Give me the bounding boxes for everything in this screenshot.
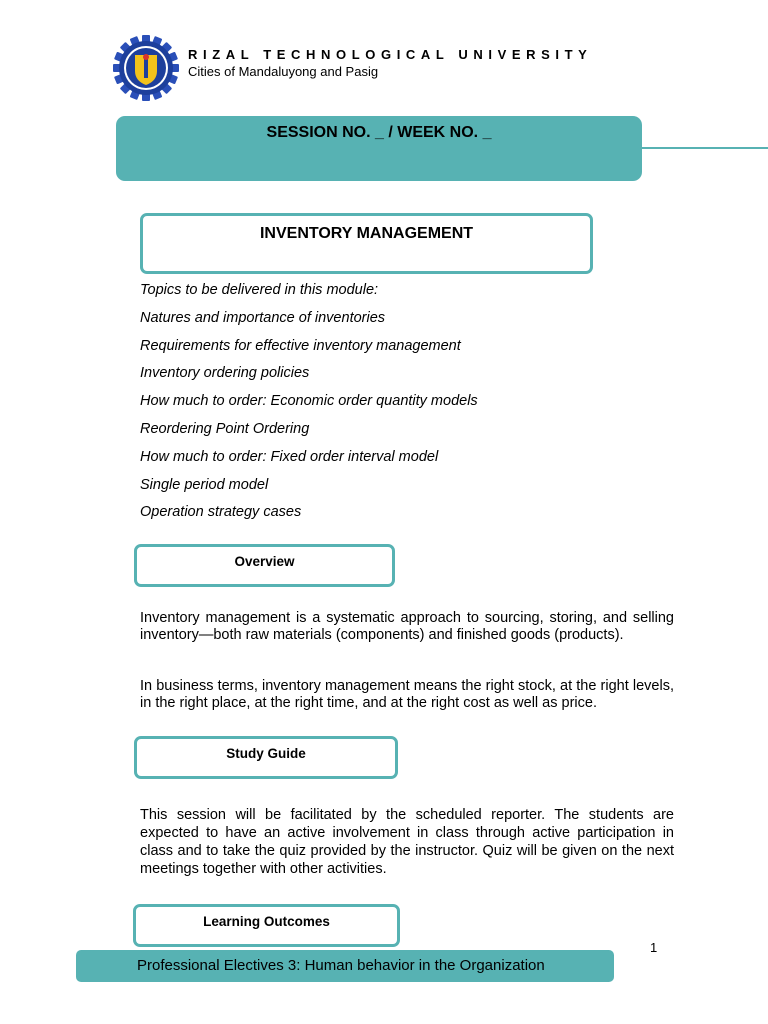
course-name: Professional Electives 3: Human behavior in the Organization [137, 957, 545, 974]
learning-outcomes-heading-box [133, 904, 400, 947]
topic-item: Inventory ordering policies [140, 365, 310, 382]
page-number: 1 [650, 940, 658, 955]
study-guide-paragraph: This session will be facilitated by the scheduled reporter. The students are expected to have an active involvement in class through active participation in class and to take the quiz provided by the instructor. Quiz will be given on the next meetings together with other activities. [140, 807, 674, 877]
topic-item: How much to order: Fixed order interval model [140, 448, 439, 465]
topic-item: Single period model [140, 476, 269, 493]
university-location: Cities of Mandaluyong and Pasig [188, 64, 379, 79]
learning-outcomes-heading: Learning Outcomes [203, 914, 330, 929]
session-title: SESSION NO. _ / WEEK NO. _ [266, 124, 492, 141]
overview-heading: Overview [234, 554, 295, 569]
topic-item: Natures and importance of inventories [140, 309, 386, 326]
topic-item: Reordering Point Ordering [140, 420, 310, 437]
study-guide-heading: Study Guide [226, 746, 306, 761]
topics-list [140, 281, 478, 531]
banner-divider-line [642, 147, 768, 149]
module-title-box [140, 213, 593, 274]
university-seal-icon [113, 35, 179, 101]
study-guide-heading-box [134, 736, 398, 779]
overview-paragraph: In business terms, inventory management means the right stock, at the right levels, in the right place, at the right time, and at the right cost as well as price. [140, 678, 674, 711]
overview-heading-box [134, 544, 395, 587]
topic-item: Operation strategy cases [140, 504, 302, 521]
topic-item: How much to order: Economic order quantity models [140, 393, 478, 410]
topics-intro: Topics to be delivered in this module: [140, 282, 379, 298]
university-name: RIZAL TECHNOLOGICAL UNIVERSITY [188, 47, 593, 62]
module-title: INVENTORY MANAGEMENT [259, 225, 474, 242]
overview-paragraph: Inventory management is a systematic approach to sourcing, storing, and selling inventory—both raw materials (components) and finished goods (products). [140, 610, 674, 643]
topic-item: Requirements for effective inventory management [140, 337, 461, 354]
